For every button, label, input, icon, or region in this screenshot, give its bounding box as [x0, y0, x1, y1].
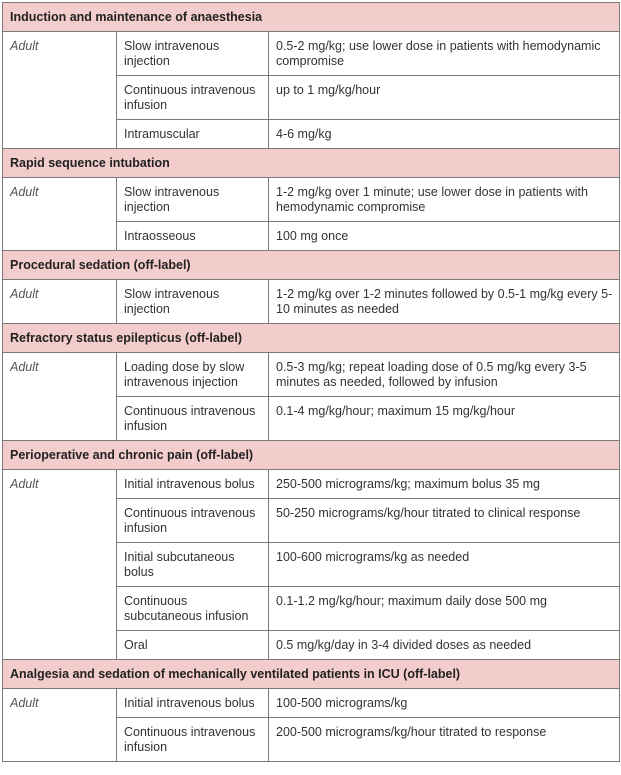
population-cell: Adult	[3, 353, 117, 441]
table-row	[3, 689, 620, 718]
route-cell: Continuous intravenous infusion	[117, 718, 269, 762]
dose-cell: 0.5-3 mg/kg; repeat loading dose of 0.5 mg/kg every 3-5 minutes as needed, followed by infusion	[269, 353, 620, 397]
route-cell: Slow intravenous injection	[117, 178, 269, 222]
section-title: Rapid sequence intubation	[3, 149, 620, 178]
dose-cell: 1-2 mg/kg over 1-2 minutes followed by 0.5-1 mg/kg every 5-10 minutes as needed	[269, 280, 620, 324]
dose-cell: 100-600 micrograms/kg as needed	[269, 543, 620, 587]
dose-cell: 200-500 micrograms/kg/hour titrated to response	[269, 718, 620, 762]
route-cell: Continuous intravenous infusion	[117, 397, 269, 441]
route-cell: Initial intravenous bolus	[117, 470, 269, 499]
route-cell: Slow intravenous injection	[117, 280, 269, 324]
dose-cell: 250-500 micrograms/kg; maximum bolus 35 mg	[269, 470, 620, 499]
dose-cell: 100 mg once	[269, 222, 620, 251]
route-cell: Oral	[117, 631, 269, 660]
table-row	[3, 470, 620, 499]
population-cell: Adult	[3, 32, 117, 149]
route-cell: Initial subcutaneous bolus	[117, 543, 269, 587]
section-header-row	[3, 660, 620, 689]
section-title: Analgesia and sedation of mechanically ventilated patients in ICU (off-label)	[3, 660, 620, 689]
population-cell: Adult	[3, 689, 117, 762]
route-cell: Slow intravenous injection	[117, 32, 269, 76]
dose-cell: 4-6 mg/kg	[269, 120, 620, 149]
table-row	[3, 32, 620, 76]
section-title: Induction and maintenance of anaesthesia	[3, 3, 620, 32]
section-header-row	[3, 251, 620, 280]
dose-cell: 1-2 mg/kg over 1 minute; use lower dose in patients with hemodynamic compromise	[269, 178, 620, 222]
section-title: Procedural sedation (off-label)	[3, 251, 620, 280]
table-row	[3, 353, 620, 397]
route-cell: Loading dose by slow intravenous injection	[117, 353, 269, 397]
population-cell: Adult	[3, 280, 117, 324]
route-cell: Continuous intravenous infusion	[117, 499, 269, 543]
route-cell: Intraosseous	[117, 222, 269, 251]
section-title: Refractory status epilepticus (off-label)	[3, 324, 620, 353]
route-cell: Continuous subcutaneous infusion	[117, 587, 269, 631]
dose-cell: 0.5 mg/kg/day in 3-4 divided doses as needed	[269, 631, 620, 660]
section-header-row	[3, 324, 620, 353]
route-cell: Continuous intravenous infusion	[117, 76, 269, 120]
dosage-table	[2, 2, 620, 762]
section-header-row	[3, 441, 620, 470]
table-row	[3, 280, 620, 324]
section-title: Perioperative and chronic pain (off-label)	[3, 441, 620, 470]
route-cell: Initial intravenous bolus	[117, 689, 269, 718]
population-cell: Adult	[3, 470, 117, 660]
route-cell: Intramuscular	[117, 120, 269, 149]
table-row	[3, 178, 620, 222]
dose-cell: 0.1-4 mg/kg/hour; maximum 15 mg/kg/hour	[269, 397, 620, 441]
dose-cell: 0.1-1.2 mg/kg/hour; maximum daily dose 500 mg	[269, 587, 620, 631]
dose-cell: 0.5-2 mg/kg; use lower dose in patients with hemodynamic compromise	[269, 32, 620, 76]
section-header-row	[3, 3, 620, 32]
population-cell: Adult	[3, 178, 117, 251]
dose-cell: up to 1 mg/kg/hour	[269, 76, 620, 120]
dose-cell: 100-500 micrograms/kg	[269, 689, 620, 718]
section-header-row	[3, 149, 620, 178]
dose-cell: 50-250 micrograms/kg/hour titrated to clinical response	[269, 499, 620, 543]
